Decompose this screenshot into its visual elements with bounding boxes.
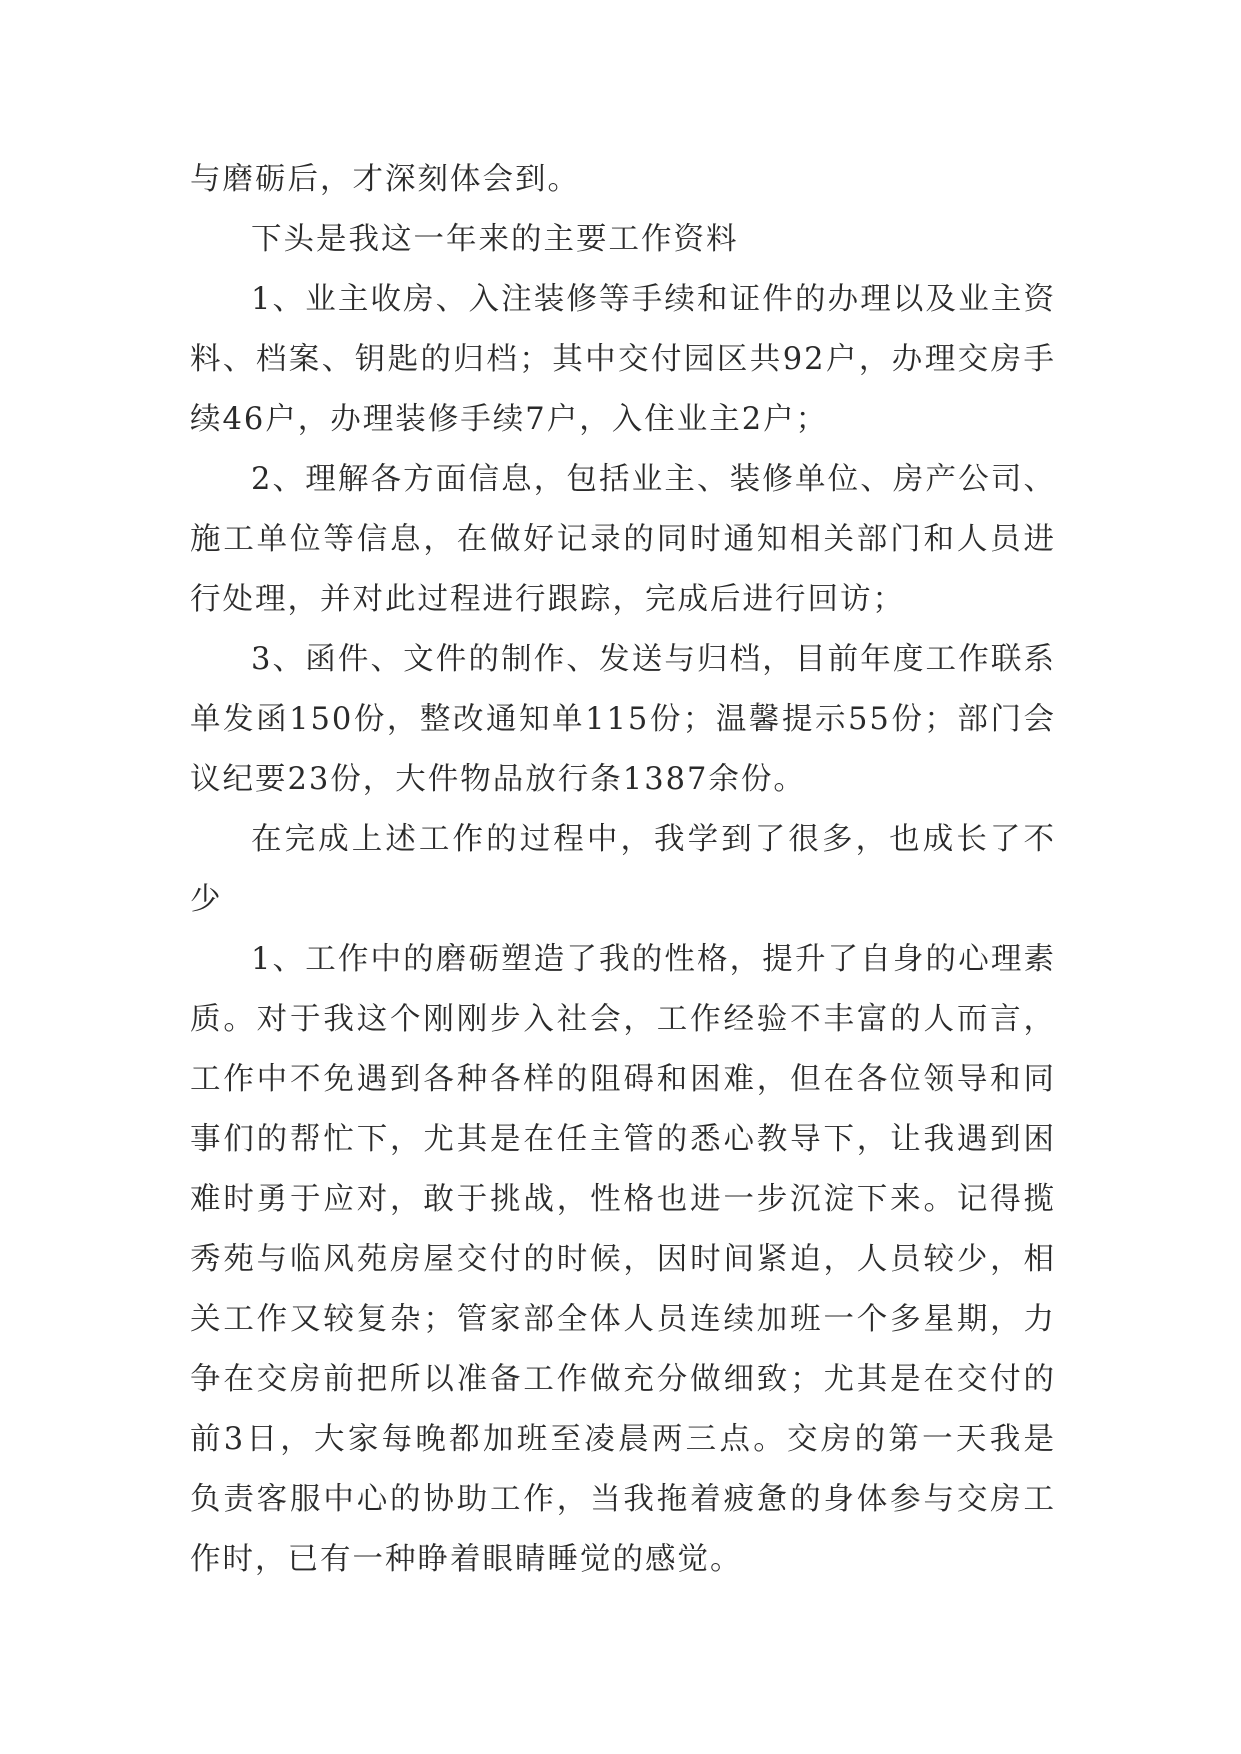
paragraph-continuation: 与磨砺后，才深刻体会到。 [190,162,580,197]
paragraph-item-2: 2、理解各方面信息，包括业主、装修单位、房产公司、施工单位等信息，在做好记录的同时通知相关部门和人员进行处理，并对此过程进行跟踪，完成后进行回访； [190,462,1056,617]
paragraph-item-3: 3、函件、文件的制作、发送与归档，目前年度工作联系单发函150份，整改通知单115份；温馨提示55份；部门会议纪要23份，大件物品放行条1387余份。 [190,642,1056,797]
document-body [190,150,1056,1590]
paragraph-summary: 在完成上述工作的过程中，我学到了很多，也成长了不少 [190,822,1056,917]
paragraph-growth-1: 1、工作中的磨砺塑造了我的性格，提升了自身的心理素质。对于我这个刚刚步入社会，工作经验不丰富的人而言，工作中不免遇到各种各样的阻碍和困难，但在各位领导和同事们的帮忙下，尤其是在任主管的悉心教导下，让我遇到困难时勇于应对，敢于挑战，性格也进一步沉淀下来。记得揽秀苑与临风苑房屋交付的时候，因时间紧迫，人员较少，相关工作又较复杂；管家部全体人员连续加班一个多星期，力争在交房前把所以准备工作做充分做细致；尤其是在交付的前3日，大家每晚都加班至凌晨两三点。交房的第一天我是负责客服中心的协助工作，当我拖着疲惫的身体参与交房工作时，已有一种睁着眼睛睡觉的感觉。 [190,942,1056,1577]
paragraph-intro: 下头是我这一年来的主要工作资料 [251,222,739,257]
paragraph-item-1: 1、业主收房、入注装修等手续和证件的办理以及业主资料、档案、钥匙的归档；其中交付园区共92户，办理交房手续46户，办理装修手续7户，入住业主2户； [190,282,1056,437]
